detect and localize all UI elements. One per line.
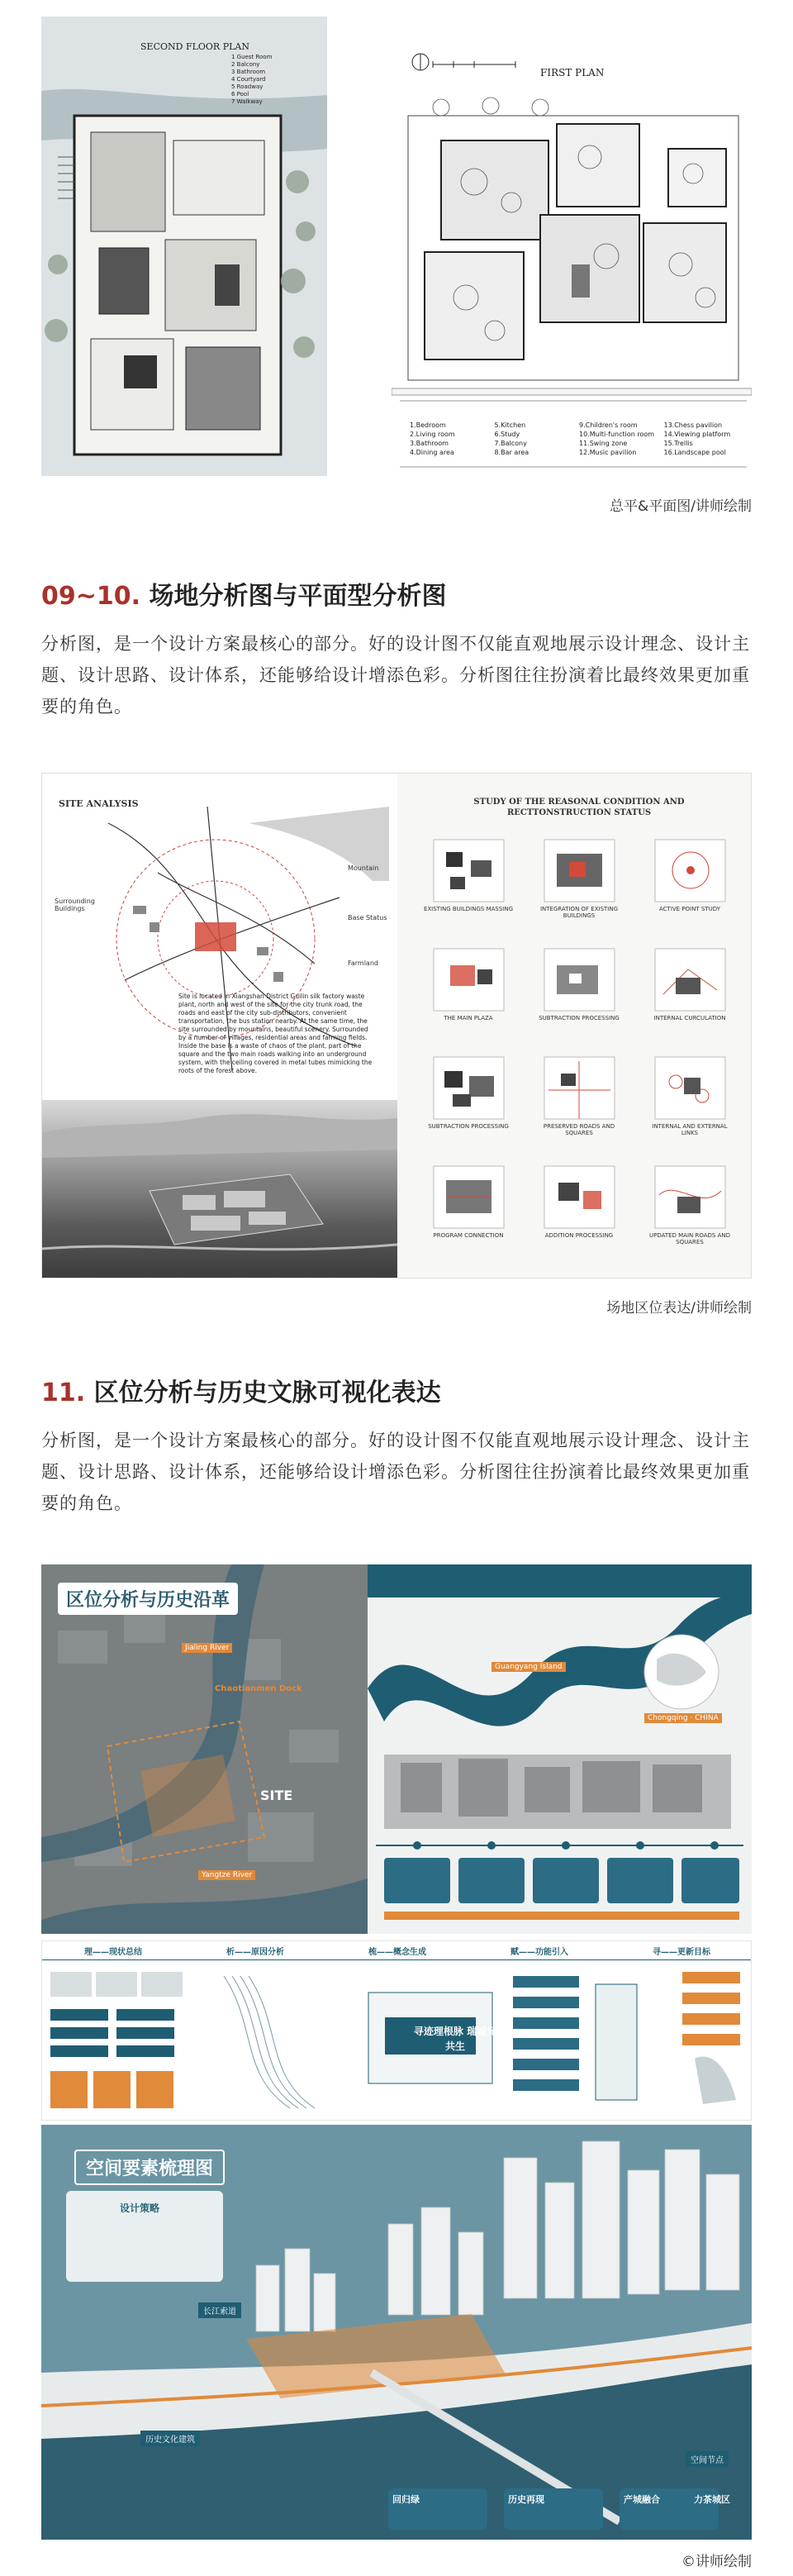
section-title: 场地分析图与平面型分析图 <box>149 582 447 611</box>
diagram-label: PRESERVED ROADS AND SQUARES <box>543 1123 615 1136</box>
legend-item: 13.Chess pavilion <box>663 421 723 429</box>
section-title: 区位分析与历史文脉可视化表达 <box>93 1378 441 1407</box>
strategy-board <box>41 1940 752 2121</box>
section-heading-09-10 <box>41 575 446 612</box>
legend-item: 1 Guest Room <box>231 54 273 60</box>
legend-item: 11.Swing zone <box>579 440 628 447</box>
study-diagram <box>529 836 629 940</box>
tag-industry-city: 产城融合 <box>624 2494 660 2505</box>
study-title: STUDY OF THE REASONAL CONDITION AND RECTTONSTRUCTION STATUS <box>473 798 685 817</box>
tag-history-revival: 历史再现 <box>508 2494 544 2505</box>
first-floor-legend <box>410 421 748 458</box>
label-historic-building: 历史文化建筑 <box>140 2431 200 2446</box>
study-diagram <box>529 945 629 1049</box>
legend-item: 4.Dining area <box>410 449 454 456</box>
diagram-label: SUBTRACTION PROCESSING <box>539 1014 620 1021</box>
legend-item: 12.Music pavilion <box>579 449 637 456</box>
legend-item: 8.Bar area <box>494 449 529 456</box>
site-aerial-photo <box>42 1100 397 1278</box>
strategy-header: 寻——更新目标 <box>653 1947 710 1957</box>
location-history-board <box>41 1564 752 1934</box>
label-surrounding: Surrounding Buildings <box>55 898 95 912</box>
legend-item: 9.Children's room <box>579 421 638 429</box>
strategy-center-label: 寻迹理根脉 瑞城元共生 <box>413 2026 497 2052</box>
section-paragraph: 分析图，是一个设计方案最核心的部分。好的设计图不仅能直观地展示设计理念、设计主题、设计思路、设计体系，还能够给设计增添色彩。分析图往往扮演着比最终效果更加重要的角色。 <box>41 634 750 717</box>
diagram-label: PROGRAM CONNECTION <box>433 1231 504 1239</box>
second-floor-legend <box>231 54 322 106</box>
legend-item: 5.Kitchen <box>494 421 526 429</box>
diagram-label: THE MAIN PLAZA <box>444 1014 493 1021</box>
site-analysis-title: SITE ANALYSIS <box>59 798 139 809</box>
label-yangtze-river: Yangtze River <box>198 1870 255 1880</box>
diagram-label: INTEGRATION OF EXISTING BUILDINGS <box>539 906 619 919</box>
diagram-label: UPDATED MAIN ROADS AND SQUARES <box>648 1231 731 1245</box>
first-floor-plan-title: FIRST PLAN <box>540 67 605 79</box>
legend-item: 10.Multi-function room <box>579 431 655 438</box>
study-diagram-grid <box>418 836 740 1265</box>
spatial-board-title: 空间要素梳理图 <box>74 2150 225 2185</box>
legend-item: 7.Balcony <box>494 440 527 447</box>
section-paragraph: 分析图，是一个设计方案最核心的部分。好的设计图不仅能直观地展示设计理念、设计主题、设计思路、设计体系，还能够给设计增添色彩。分析图往往扮演着比最终效果更加重要的角色。 <box>41 1431 750 1513</box>
label-jialing-river: Jialing River <box>182 1643 232 1653</box>
site-analysis-board <box>41 773 752 1278</box>
legend-item: 7 Walkway <box>231 98 263 105</box>
section-heading-11 <box>41 1372 441 1408</box>
tag-return-green: 回归绿 <box>392 2494 420 2505</box>
site-description: Site is located in Xiangshan District Guilin silk factory waste plant, north and west of the site for the city trunk road, the roads and east of the city sub-distributors, convenient transportation, the bus station nearby. At the same time, the site surrounded by mountains, beautiful scenery. Surrounded by a number of villages, residential areas and farming fields. Inside the base is a waste of chaos of the plant, part of the square and the two main roads walking into an underground system, with the ceiling covered in metal tubes mimicking the roots of the forest above. <box>178 993 373 1074</box>
legend-item: 2 Balcony <box>231 61 260 68</box>
legend-item: 14.Viewing platform <box>663 431 731 438</box>
tag-tea-district: 力茶城区 <box>694 2494 730 2505</box>
study-diagram <box>639 1162 740 1266</box>
board-caption: ©讲师绘制 <box>681 2554 752 2570</box>
strategy-header: 赋——功能引入 <box>510 1947 568 1957</box>
study-diagram <box>418 836 519 940</box>
second-floor-plan-drawing <box>41 17 327 476</box>
diagram-label: INTERNAL AND EXTERNAL LINKS <box>652 1123 728 1136</box>
legend-item: 16.Landscape pool <box>663 449 726 456</box>
aerial-map <box>41 1564 368 1934</box>
study-diagram <box>639 1053 740 1157</box>
label-mountain: Mountain <box>348 864 379 872</box>
river-map <box>368 1564 752 1934</box>
site-caption: 场地区位表达/讲师绘制 <box>606 1300 752 1317</box>
label-farmland: Farmland <box>348 959 378 967</box>
legend-item: 3.Bathroom <box>410 440 449 447</box>
legend-item: 4 Courtyard <box>231 76 266 83</box>
label-site: SITE <box>260 1788 293 1803</box>
label-base-status: Base Status <box>348 914 387 921</box>
legend-item: 6.Study <box>494 431 520 438</box>
study-diagram <box>418 1053 519 1157</box>
legend-item: 2.Living room <box>410 431 455 438</box>
second-floor-plan-title: SECOND FLOOR PLAN <box>140 41 249 52</box>
legend-item: 5 Roadway <box>231 83 264 90</box>
section-number: 09~10. <box>41 582 141 611</box>
diagram-label: ADDITION PROCESSING <box>544 1231 614 1239</box>
diagram-label: EXISTING BUILDINGS MASSING <box>423 906 514 912</box>
diagram-label: INTERNAL CURCULATION <box>653 1014 726 1021</box>
first-floor-plan-drawing <box>392 17 752 476</box>
spatial-elements-board <box>41 2125 752 2540</box>
legend-item: 6 Pool <box>231 91 249 98</box>
strategy-header: 理——现状总结 <box>84 1947 142 1957</box>
section-number: 11. <box>41 1378 86 1407</box>
label-chaotianmen: Chaotianmen Dock <box>215 1684 302 1693</box>
strategy-header: 梳——概念生成 <box>368 1947 426 1957</box>
label-guangyang-island: Guangyang Island <box>491 1662 566 1672</box>
study-diagram <box>639 945 740 1049</box>
study-diagram <box>529 1162 629 1266</box>
plans-caption: 总平&平面图/讲师绘制 <box>610 498 752 515</box>
legend-item: 3 Bathroom <box>231 69 266 75</box>
legend-item: 15.Trellis <box>663 440 693 447</box>
strategy-header: 析——原因分析 <box>226 1947 284 1957</box>
label-space-node: 空间节点 <box>686 2451 729 2467</box>
label-chongqing-china: Chongqing · CHINA <box>644 1713 722 1723</box>
label-yangtze-cableway: 长江索道 <box>198 2302 241 2318</box>
study-diagram <box>529 1053 629 1157</box>
study-diagram <box>418 1162 519 1266</box>
legend-item: 1.Bedroom <box>410 421 446 429</box>
diagram-label: ACTIVE POINT STUDY <box>659 906 720 912</box>
diagram-label: SUBTRACTION PROCESSING <box>428 1123 509 1130</box>
study-diagram <box>418 945 519 1049</box>
spatial-board-subtitle: 设计策略 <box>120 2202 160 2214</box>
study-diagram <box>639 836 740 940</box>
strategy-header-row <box>42 1941 752 1960</box>
board-title: 区位分析与历史沿革 <box>58 1583 238 1615</box>
